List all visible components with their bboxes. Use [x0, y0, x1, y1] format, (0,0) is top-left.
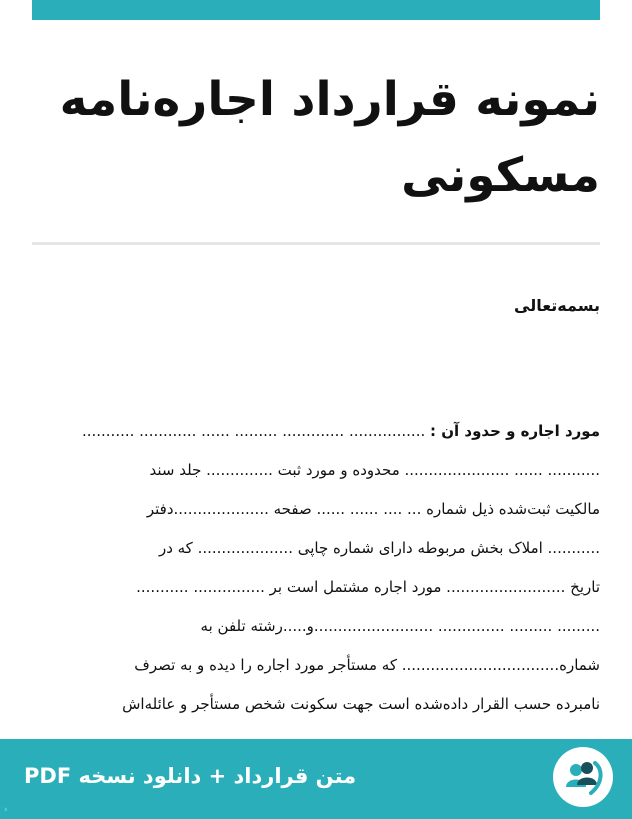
site-logo[interactable]: [553, 747, 613, 807]
basmala-heading: بسمه‌تعالی: [514, 296, 600, 315]
contract-line: [36, 529, 600, 568]
line-text: تاریخ ......................... مورد اجاره مشتمل است بر ............... ...........: [136, 578, 600, 596]
people-icon: [561, 755, 605, 799]
contract-line: [36, 451, 600, 490]
contract-body: [36, 412, 600, 724]
line-text: ........... املاک بخش مربوطه دارای شماره چاپی .................... که در: [158, 539, 600, 557]
download-pdf-link[interactable]: متن قرارداد + دانلود نسخه PDF: [24, 764, 357, 788]
line-text: ................ ............. ......... ...... ............ ...........: [81, 422, 431, 440]
contract-line: [36, 490, 600, 529]
line-text: مالکیت ثبت‌شده ذیل شماره ... .... ...... ...... صفحه ....................دفتر: [146, 500, 600, 518]
title-divider: [32, 242, 600, 245]
top-accent-bar: [32, 0, 600, 20]
contract-line: [36, 685, 600, 724]
contract-line: [36, 607, 600, 646]
contract-line: [36, 412, 600, 451]
line-text: شماره................................. که مستأجر مورد اجاره را دیده و به تصرف: [134, 656, 600, 674]
line-label: مورد اجاره و حدود آن :: [430, 422, 600, 440]
page-title: نمونه قرارداد اجاره‌نامه مسکونی: [59, 72, 600, 203]
corner-mark-icon: ›: [4, 805, 8, 815]
line-text: نامبرده حسب القرار داده‌شده است جهت سکونت شخص مستأجر و عائله‌اش: [122, 695, 600, 713]
line-text: ......... ......... .............. .........................و.....رشته تلفن به: [200, 617, 600, 635]
line-text: ........... ...... ...................... محدوده و مورد ثبت .............. جلد سند: [149, 461, 600, 479]
contract-line: [36, 568, 600, 607]
contract-line: [36, 646, 600, 685]
